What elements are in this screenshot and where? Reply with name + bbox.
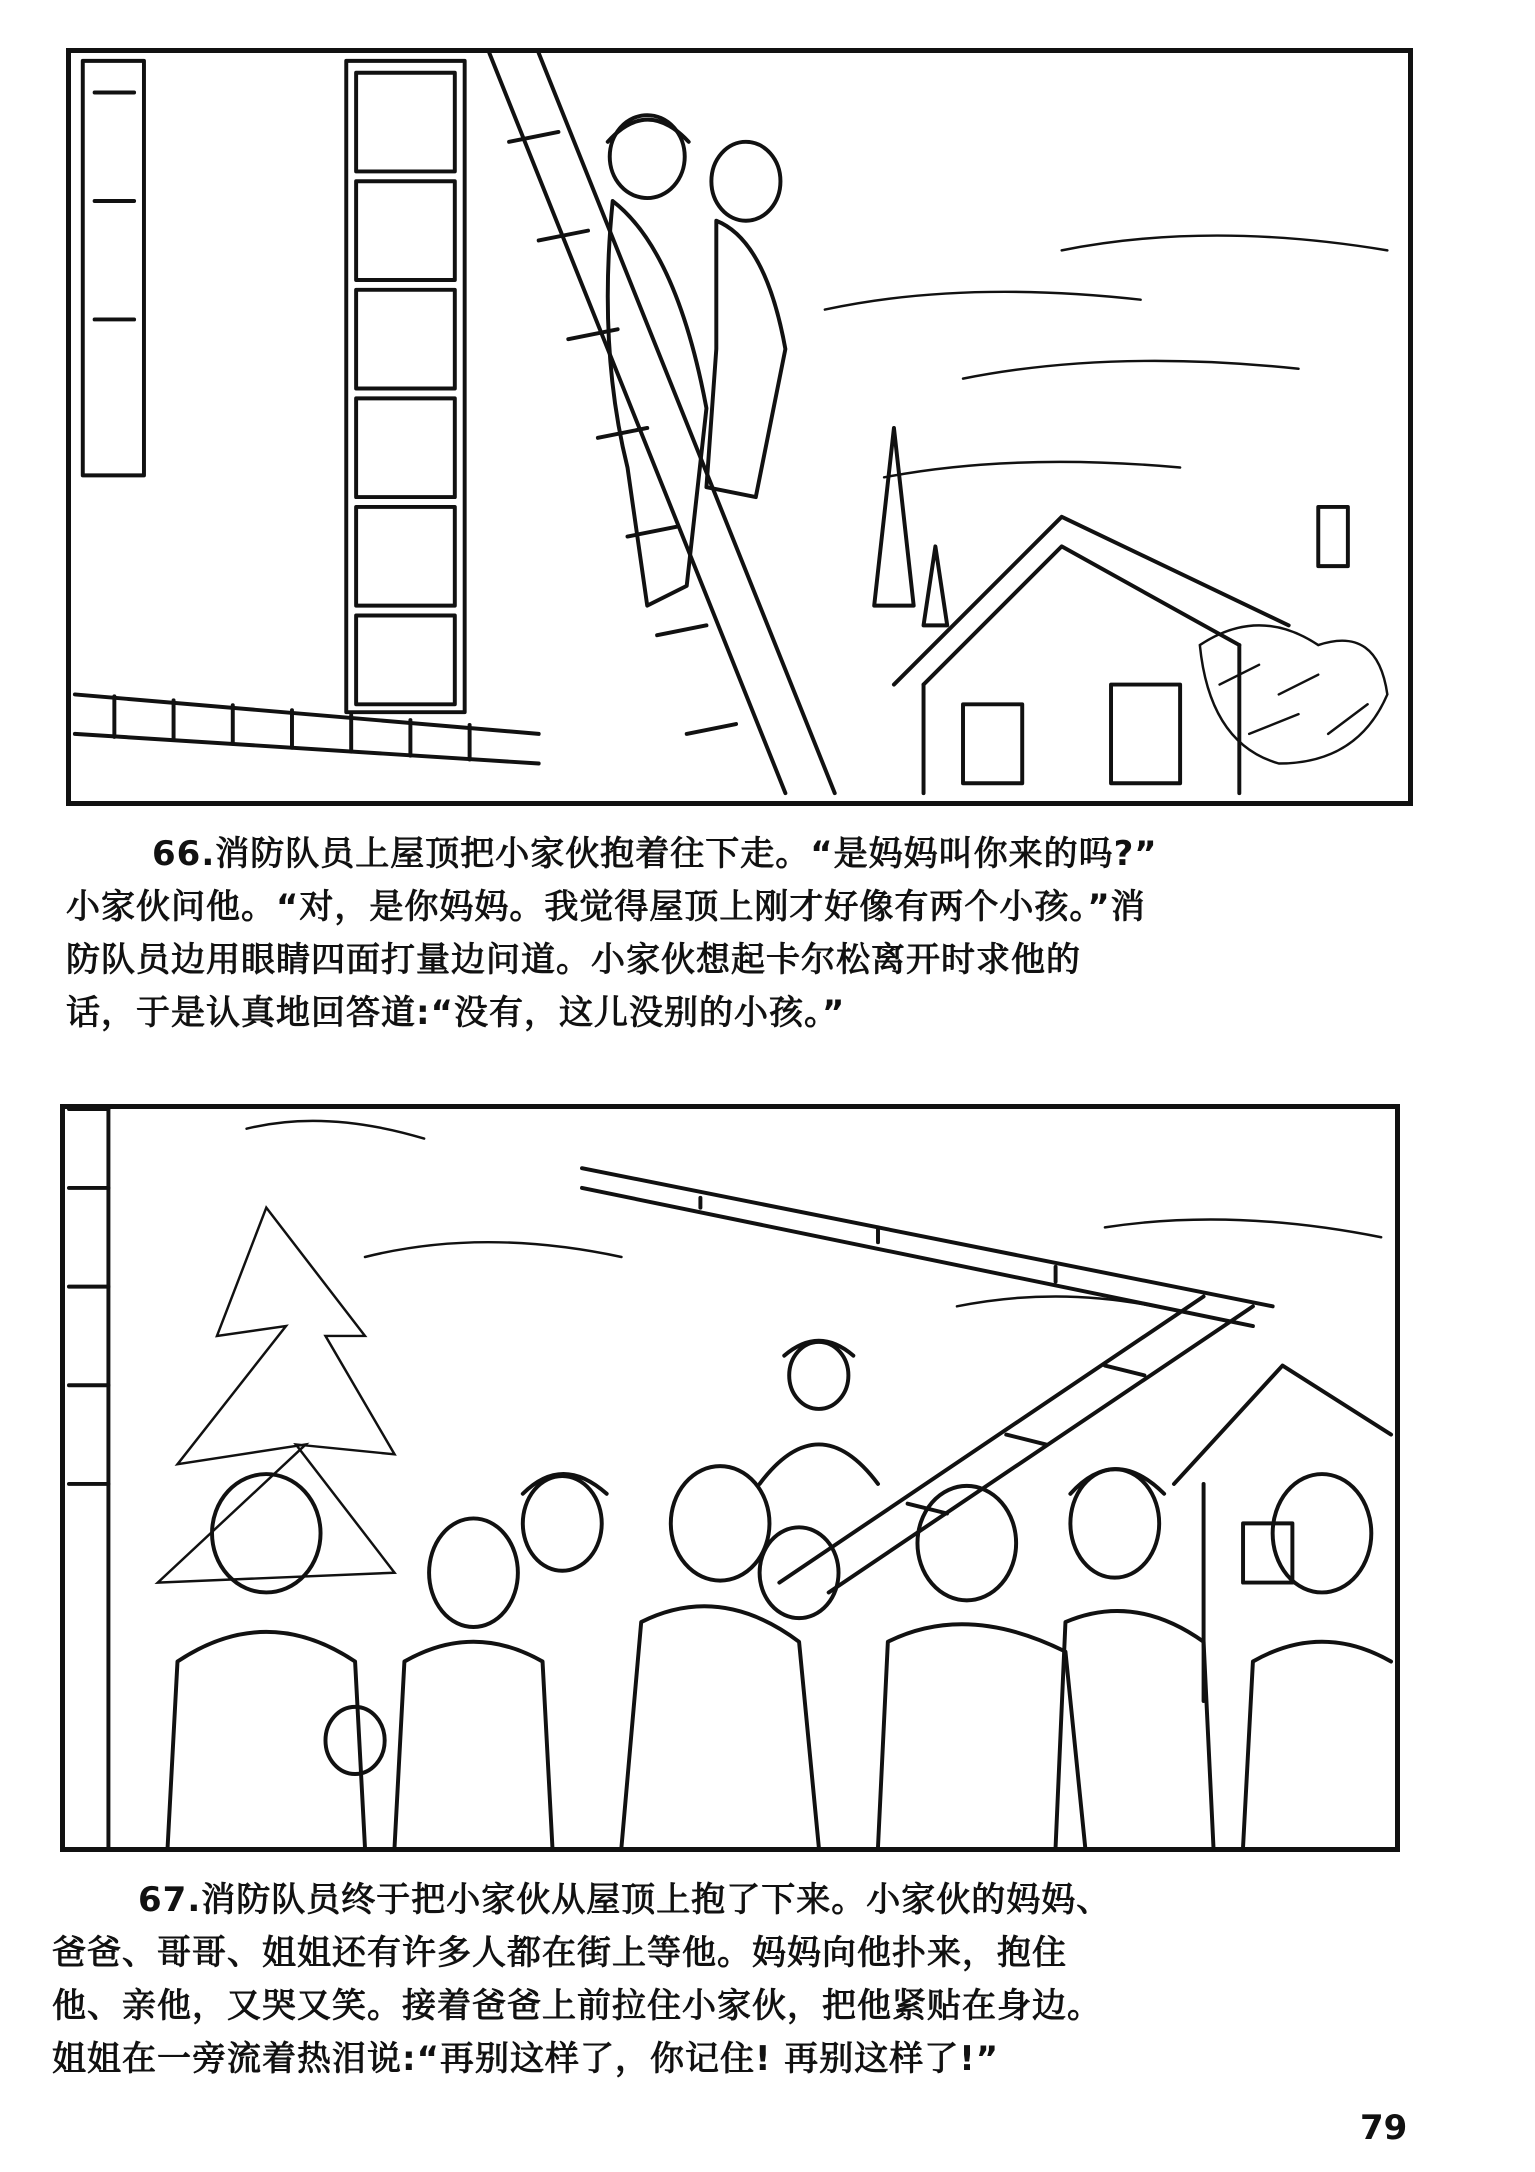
caption-line: 防队员边用眼睛四面打量边问道。小家伙想起卡尔松离开时求他的	[66, 940, 1081, 980]
page-number: 79	[1360, 2108, 1408, 2148]
caption-66	[66, 828, 1416, 1040]
caption-line: 67.消防队员终于把小家伙从屋顶上抱了下来。小家伙的妈妈、	[138, 1880, 1112, 1920]
comic-panel-66	[66, 48, 1413, 806]
comic-panel-67	[60, 1104, 1400, 1852]
caption-line: 小家伙问他。“对，是你妈妈。我觉得屋顶上刚才好像有两个小孩。”消	[66, 887, 1146, 927]
caption-line: 姐姐在一旁流着热泪说:“再别这样了，你记住! 再别这样了!”	[52, 2039, 1000, 2079]
caption-67	[52, 1874, 1412, 2086]
caption-line: 他、亲他，又哭又笑。接着爸爸上前拉住小家伙，把他紧贴在身边。	[52, 1986, 1102, 2026]
caption-line: 爸爸、哥哥、姐姐还有许多人都在街上等他。妈妈向他扑来，抱住	[52, 1933, 1067, 1973]
panel-66-illustration	[71, 53, 1408, 801]
caption-line: 话，于是认真地回答道:“没有，这儿没别的小孩。”	[66, 993, 846, 1033]
caption-line: 66.消防队员上屋顶把小家伙抱着往下走。“是妈妈叫你来的吗?”	[152, 834, 1158, 874]
panel-67-illustration	[65, 1109, 1395, 1847]
